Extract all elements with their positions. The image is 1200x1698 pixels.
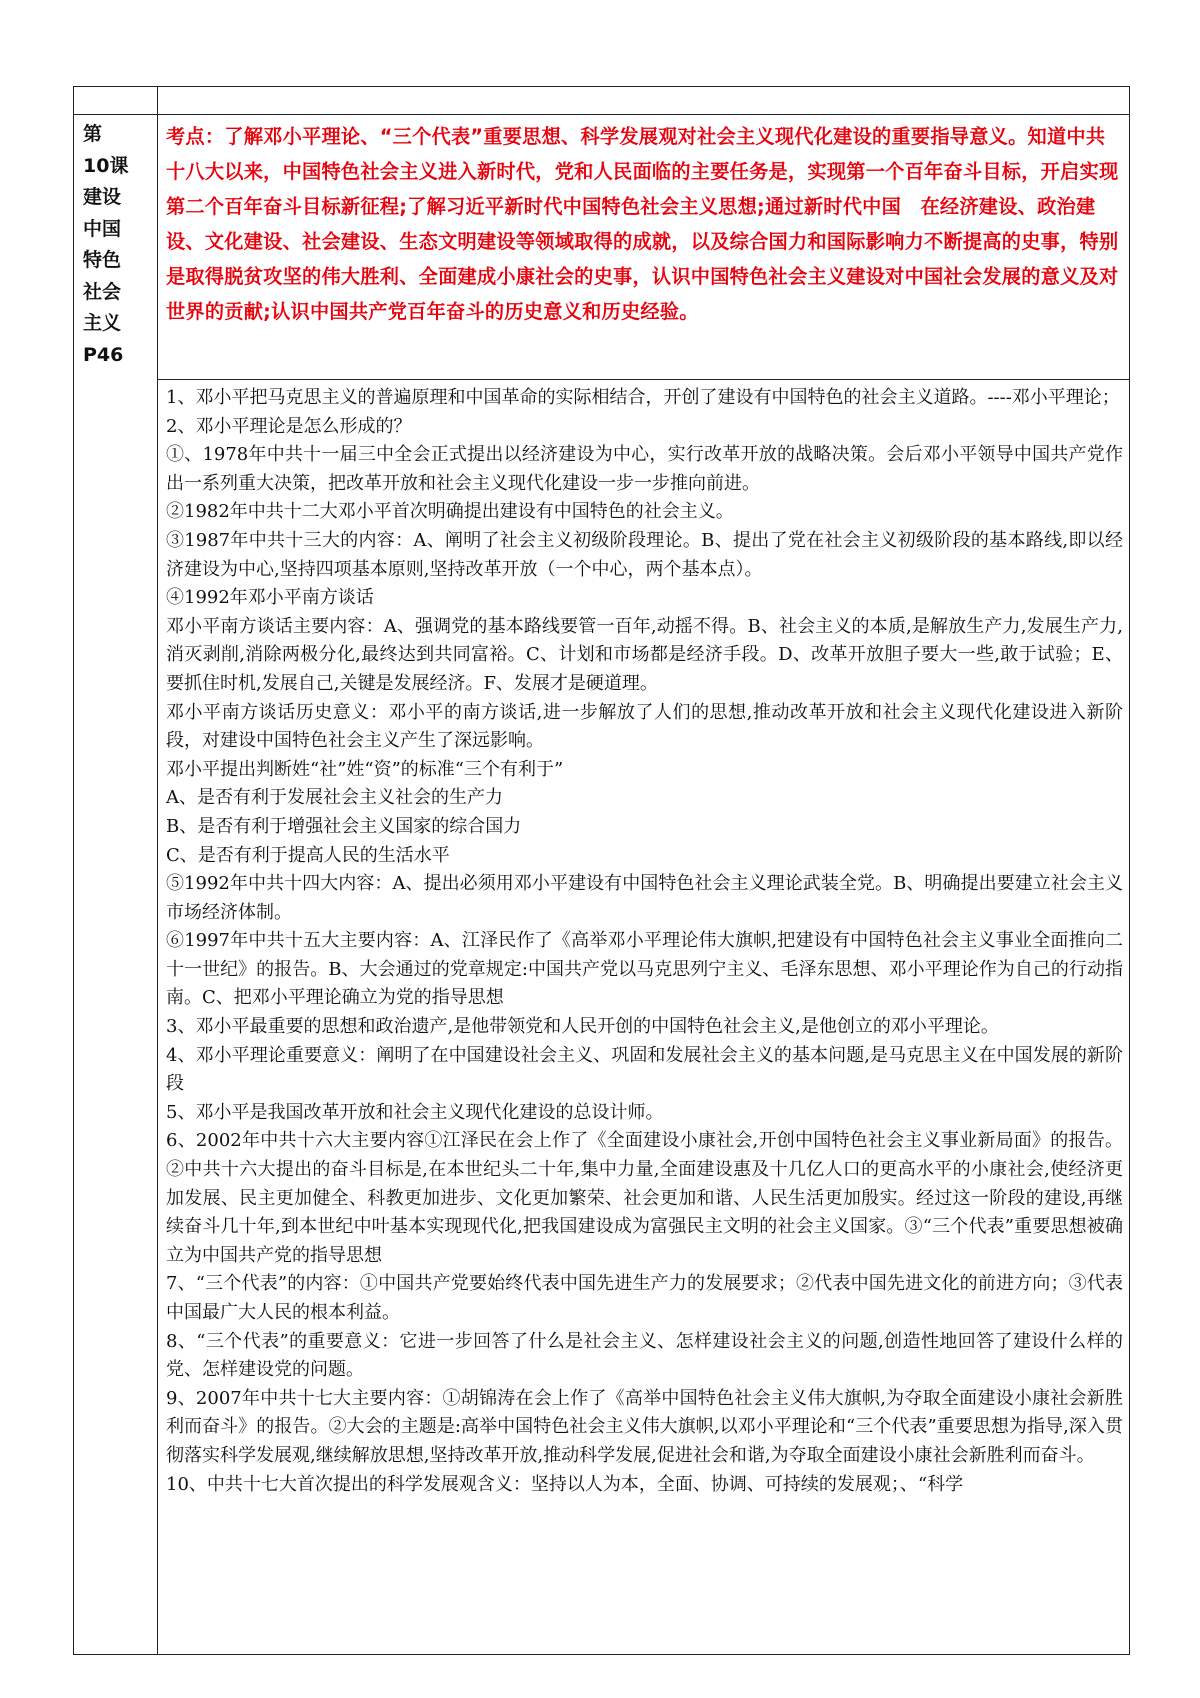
kaodian-text: 考点：了解邓小平理论、“三个代表”重要思想、科学发展观对社会主义现代化建设的重要指导意义。知道中共十八大以来，中国特色社会主义进入新时代，党和人民面临的主要任务是，实现第一个百年奋斗目标，开启实现第二个百年奋斗目标新征程;了解习近平新时代中国特色社会主义思想;通过新时代中国 在经济建设、政治建设、文化建设、社会建设、生态文明建设等领域取得的成就，以及综合国力和国际影响力不断提高的史事，特别是取得脱贫攻坚的伟大胜利、全面建成小康社会的史事，认识中国特色社会主义建设对中国社会发展的意义及对世界的贡献;认识中国共产党百年奋斗的历史意义和历史经验。: [158, 115, 1130, 380]
paragraph: 邓小平南方谈话主要内容：A、强调党的基本路线要管一百年,动摇不得。B、社会主义的本质,是解放生产力,发展生产力,消灭剥削,消除两极分化,最终达到共同富裕。C、计划和市场都是经济手段。D、改革开放胆子要大一些,敢于试验；E、要抓住时机,发展自己,关键是发展经济。F、发展才是硬道理。: [166, 615, 1123, 694]
header-row: [74, 87, 1130, 115]
paragraph: 4、邓小平理论重要意义：阐明了在中国建设社会主义、巩固和发展社会主义的基本问题,是马克思主义在中国发展的新阶段: [166, 1044, 1123, 1095]
lesson-page-ref: P46: [83, 343, 124, 366]
lesson-title-line: 社会: [83, 280, 122, 303]
lesson-title-cell: [74, 115, 158, 1655]
paragraph: 邓小平提出判断姓“社”姓“资”的标准“三个有利于”: [166, 758, 564, 780]
paragraph: 3、邓小平最重要的思想和政治遗产,是他带领党和人民开创的中国特色社会主义,是他创立的邓小平理论。: [166, 1016, 999, 1038]
empty-cell-left: [74, 87, 158, 115]
paragraph: ④1992年邓小平南方谈话: [166, 587, 374, 609]
empty-cell-right: [158, 87, 1130, 115]
paragraph: 8、“三个代表”的重要意义：它进一步回答了什么是社会主义、怎样建设社会主义的问题,创造性地回答了建设什么样的党、怎样建设党的问题。: [166, 1330, 1123, 1381]
paragraph: 5、邓小平是我国改革开放和社会主义现代化建设的总设计师。: [166, 1101, 664, 1123]
paragraph: 7、“三个代表”的内容：①中国共产党要始终代表中国先进生产力的发展要求；②代表中国先进文化的前进方向；③代表中国最广大人民的根本利益。: [166, 1273, 1123, 1323]
paragraph: A、是否有利于发展社会主义社会的生产力: [166, 787, 503, 809]
content-row: [74, 380, 1130, 1655]
paragraph: 10、中共十七大首次提出的科学发展观含义：坚持以人为本，全面、协调、可持续的发展观；、“科学: [166, 1473, 964, 1495]
paragraph: 6、2002年中共十六大主要内容①江泽民在会上作了《全面建设小康社会,开创中国特色社会主义事业新局面》的报告。②中共十六大提出的奋斗目标是,在本世纪头二十年,集中力量,全面建设惠及十几亿人口的更高水平的小康社会,使经济更加发展、民主更加健全、科教更加进步、文化更加繁荣、社会更加和谐、人民生活更加殷实。经过这一阶段的建设,再继续奋斗几十年,到本世纪中叶基本实现现代化,把我国建设成为富强民主文明的社会主义国家。③“三个代表”重要思想被确立为中国共产党的指导思想: [166, 1130, 1123, 1266]
paragraph: B、是否有利于增强社会主义国家的综合国力: [166, 815, 522, 837]
paragraph: ①、1978年中共十一届三中全会正式提出以经济建设为中心，实行改革开放的战略决策。会后邓小平领导中国共产党作出一系列重大决策，把改革开放和社会主义现代化建设一步一步推向前进。: [166, 444, 1123, 494]
paragraph: 邓小平南方谈话历史意义：邓小平的南方谈话,进一步解放了人们的思想,推动改革开放和社会主义现代化建设进入新阶段，对建设中国特色社会主义产生了深远影响。: [166, 701, 1123, 752]
kaodian-row: [74, 115, 1130, 380]
paragraph: ③1987年中共十三大的内容：A、阐明了社会主义初级阶段理论。B、提出了党在社会主义初级阶段的基本路线,即以经济建设为中心,坚持四项基本原则,坚持改革开放（一个中心，两个基本点）。: [166, 529, 1123, 580]
paragraph: ⑤1992年中共十四大内容：A、提出必须用邓小平建设有中国特色社会主义理论武装全党。B、明确提出要建立社会主义市场经济体制。: [166, 873, 1123, 923]
paragraph: 1、邓小平把马克思主义的普遍原理和中国革命的实际相结合，开创了建设有中国特色的社会主义道路。----邓小平理论；: [166, 387, 1120, 408]
paragraph: ⑥1997年中共十五大主要内容：A、江泽民作了《高举邓小平理论伟大旗帜,把建设有中国特色社会主义事业全面推向二十一世纪》的报告。B、大会通过的党章规定:中国共产党以马克思列宁主义、毛泽东思想、邓小平理论作为自己的行动指南。C、把邓小平理论确立为党的指导思想: [166, 930, 1123, 1009]
lesson-title-line: 10课: [83, 154, 129, 177]
content-cell: [158, 380, 1130, 1655]
lesson-title-line: 特色: [83, 249, 122, 271]
lesson-table: [73, 86, 1130, 1655]
paragraph: 2、邓小平理论是怎么形成的？: [166, 415, 412, 437]
lesson-title-line: 第: [83, 123, 103, 145]
lesson-title-line: 主义: [83, 312, 122, 334]
paragraph: C、是否有利于提高人民的生活水平: [166, 844, 450, 866]
lesson-title-line: 中国: [83, 217, 122, 240]
paragraph: 9、2007年中共十七大主要内容：①胡锦涛在会上作了《高举中国特色社会主义伟大旗帜,为夺取全面建设小康社会新胜利而奋斗》的报告。②大会的主题是:高举中国特色社会主义伟大旗帜,以邓小平理论和“三个代表”重要思想为指导,深入贯彻落实科学发展观,继续解放思想,坚持改革开放,推动科学发展,促进社会和谐,为夺取全面建设小康社会新胜利而奋斗。: [166, 1387, 1123, 1466]
paragraph: ②1982年中共十二大邓小平首次明确提出建设有中国特色的社会主义。: [166, 501, 734, 523]
lesson-title-line: 建设: [83, 186, 122, 208]
